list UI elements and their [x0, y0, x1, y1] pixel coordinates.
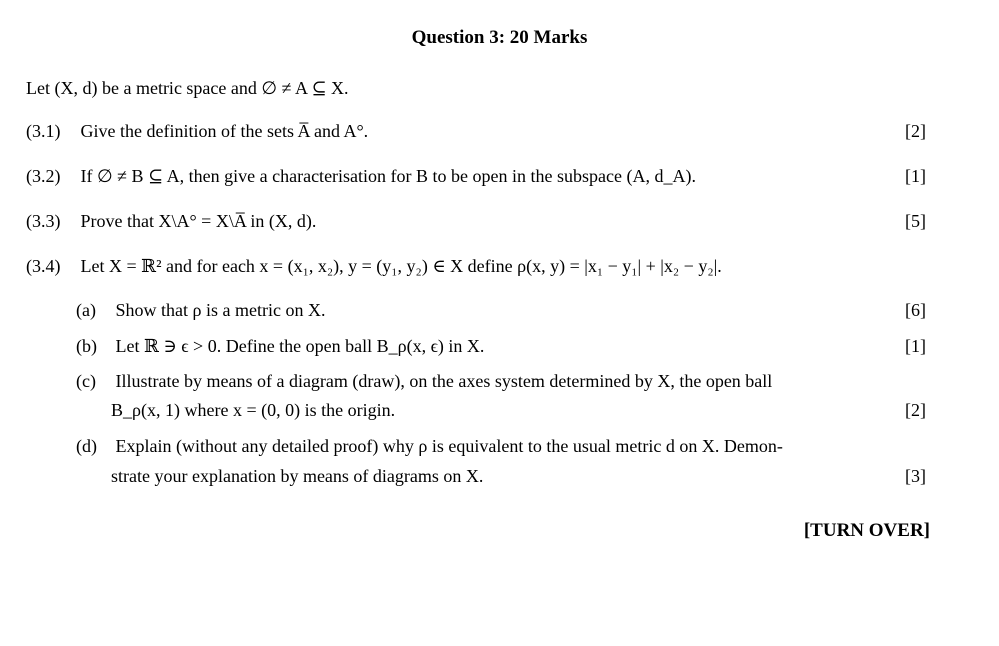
subquestion-c: [76, 370, 772, 392]
subquestion-b: [76, 335, 484, 357]
subquestion-number: (a): [76, 300, 96, 320]
subquestion-text: Explain (without any detailed proof) why ρ is equivalent to the usual metric d on X. Demon-: [115, 436, 783, 456]
subquestion-number: (b): [76, 336, 97, 356]
subquestion-text: Show that ρ is a metric on X.: [115, 300, 326, 320]
question-number: (3.2): [26, 166, 61, 186]
marks-b: [1]: [905, 336, 926, 356]
question-text: Give the definition of the sets A̅ and A°.: [80, 121, 369, 141]
marks-d: [3]: [905, 466, 926, 486]
marks-3-1: [2]: [905, 121, 926, 141]
subquestion-d-continued: strate your explanation by means of diagrams on X.: [111, 466, 484, 486]
subquestion-number: (c): [76, 371, 96, 391]
intro-text: Let (X, d) be a metric space and ∅ ≠ A ⊆ X.: [26, 78, 349, 98]
subquestion-text: Let ℝ ∋ ϵ > 0. Define the open ball B_ρ(x, ϵ) in X.: [115, 336, 485, 356]
question-3-3: [26, 210, 316, 232]
subquestion-d: [76, 435, 783, 457]
marks-3-3: [5]: [905, 211, 926, 231]
subquestion-number: (d): [76, 436, 97, 456]
question-text: Let X = ℝ² and for each x = (x₁, x₂), y = (y₁, y₂) ∈ X define ρ(x, y) = |x₁ − y₁| + |x₂ − y₂|.: [80, 256, 722, 276]
question-3-1: [26, 120, 368, 142]
question-3-2: [26, 165, 696, 187]
marks-3-2: [1]: [905, 166, 926, 186]
question-3-4: [26, 255, 722, 277]
question-number: (3.3): [26, 211, 61, 231]
subquestion-text: Illustrate by means of a diagram (draw), on the axes system determined by X, the open ball: [115, 371, 773, 391]
marks-c: [2]: [905, 400, 926, 420]
marks-a: [6]: [905, 300, 926, 320]
question-text: Prove that X\A° = X\A̅ in (X, d).: [80, 211, 317, 231]
turn-over-label: [TURN OVER]: [803, 520, 930, 541]
subquestion-a: [76, 299, 325, 321]
question-number: (3.1): [26, 121, 61, 141]
subquestion-c-continued: B_ρ(x, 1) where x = (0, 0) is the origin.: [111, 400, 396, 420]
question-number: (3.4): [26, 256, 61, 276]
question-text: If ∅ ≠ B ⊆ A, then give a characterisation for B to be open in the subspace (A, d_A).: [80, 166, 696, 186]
question-title: Question 3: 20 Marks: [411, 27, 588, 48]
